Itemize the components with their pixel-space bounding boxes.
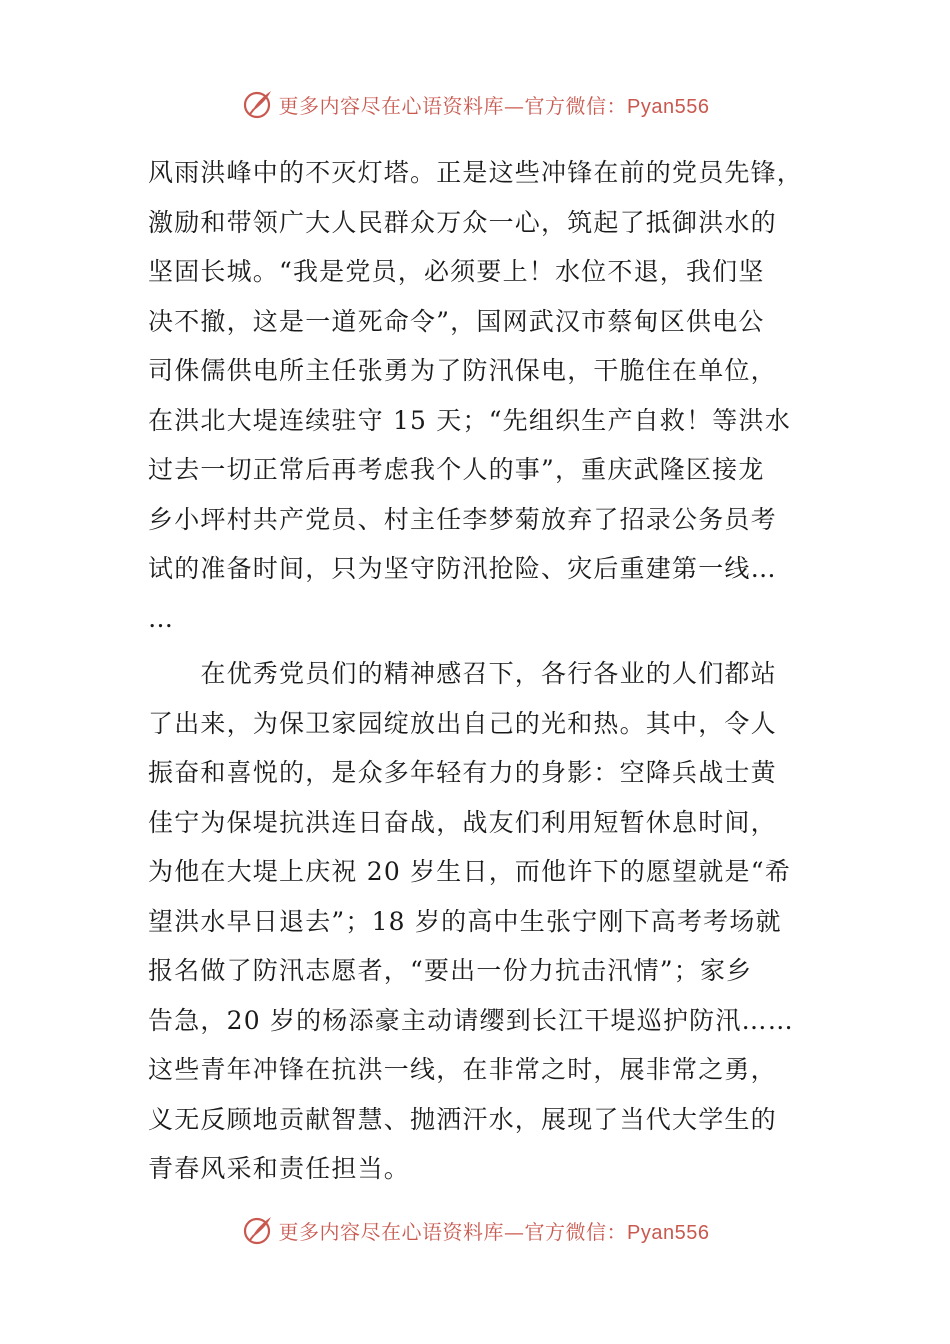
text-line: 这些青年冲锋在抗洪一线，在非常之时，展非常之勇， [148, 1055, 777, 1084]
text-line: 试的准备时间，只为坚守防汛抢险、灾后重建第一线… [148, 554, 777, 583]
text-line: 青春风采和责任担当。 [148, 1154, 411, 1183]
quill-circle-logo-icon [241, 87, 275, 121]
text-line: 告急，20 岁的杨添豪主动请缨到长江干堤巡护防汛…… [148, 1005, 794, 1035]
footer-banner [0, 1208, 950, 1252]
text-line: 乡小坪村共产党员、村主任李梦菊放弃了招录公务员考 [148, 504, 777, 534]
text-line: 振奋和喜悦的，是众多年轻有力的身影：空降兵战士黄 [148, 758, 777, 787]
text-line: 佳宁为保堤抗洪连日奋战，战友们利用短暂休息时间， [148, 807, 777, 837]
text-line: 司侏儒供电所主任张勇为了防汛保电，干脆住在单位， [148, 356, 777, 385]
text-line: 在优秀党员们的精神感召下，各行各业的人们都站 [148, 659, 777, 688]
text-line: 了出来，为保卫家园绽放出自己的光和热。其中，令人 [148, 708, 777, 738]
text-line: 在洪北大堤连续驻守 15 天；“先组织生产自救！等洪水 [148, 405, 791, 435]
header-banner [0, 82, 950, 126]
document-body [148, 148, 808, 1194]
text-line: 望洪水早日退去”；18 岁的高中生张宁刚下高考考场就 [148, 906, 782, 936]
quill-circle-logo-icon [241, 1213, 275, 1247]
text-line: 义无反顾地贡献智慧、抛洒汗水，展现了当代大学生的 [148, 1104, 777, 1134]
paragraph-1 [148, 148, 808, 643]
paragraph-2 [148, 649, 808, 1194]
text-line: 决不撤，这是一道死命令”，国网武汉市蔡甸区供电公 [148, 306, 765, 336]
header-banner-text: 更多内容尽在心语资料库—官方微信：Pyan556 [278, 93, 710, 118]
footer-banner-text: 更多内容尽在心语资料库—官方微信：Pyan556 [278, 1219, 710, 1244]
text-line: 坚固长城。“我是党员，必须要上！水位不退，我们坚 [148, 257, 765, 286]
text-line: 风雨洪峰中的不灭灯塔。正是这些冲锋在前的党员先锋， [148, 158, 804, 187]
text-line: … [148, 603, 175, 633]
text-line: 报名做了防汛志愿者，“要出一份力抗击汛情”；家乡 [148, 956, 753, 985]
text-line: 为他在大堤上庆祝 20 岁生日，而他许下的愿望就是“希 [148, 857, 791, 886]
text-line: 激励和带领广大人民群众万众一心，筑起了抵御洪水的 [148, 207, 777, 237]
text-line: 过去一切正常后再考虑我个人的事”，重庆武隆区接龙 [148, 455, 765, 484]
